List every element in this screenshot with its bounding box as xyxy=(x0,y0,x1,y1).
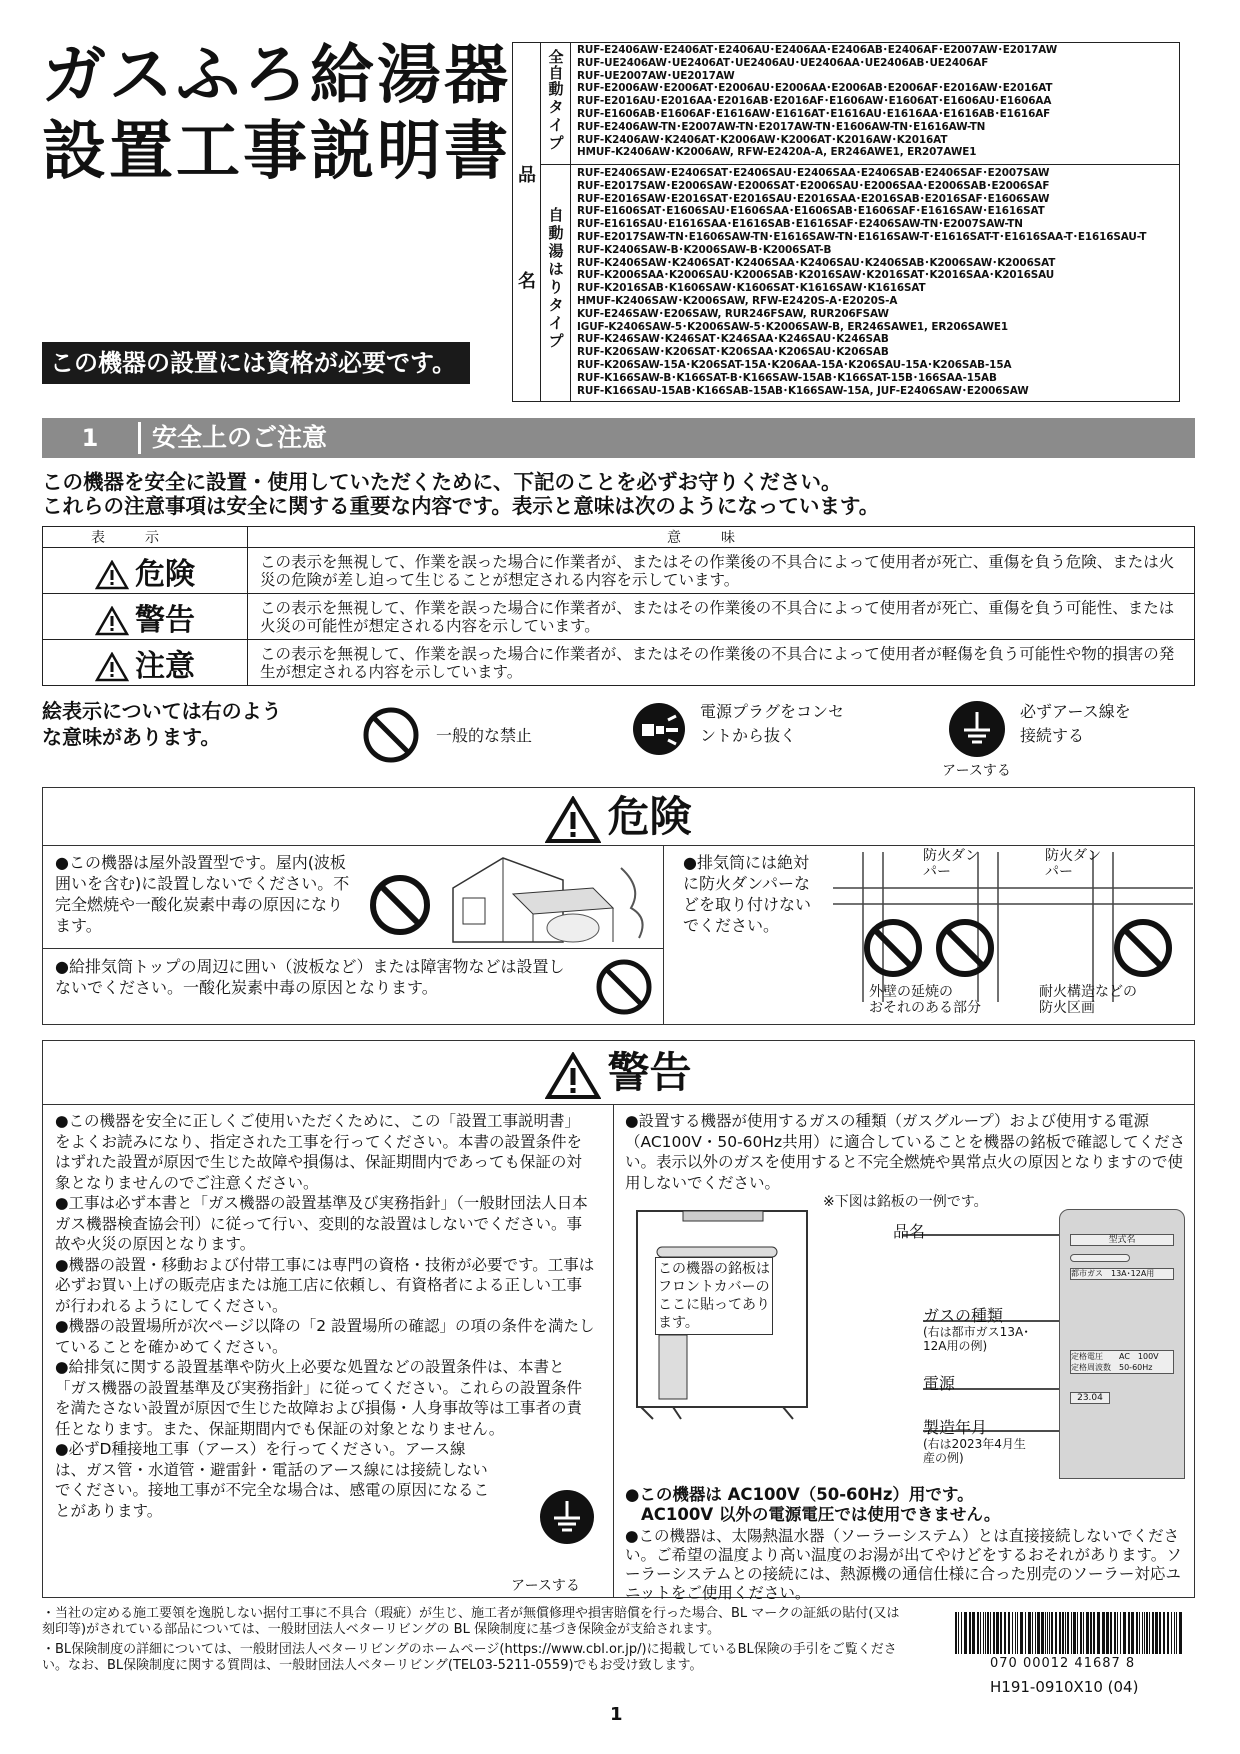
danger-heading xyxy=(43,788,1194,846)
type1-model-list xyxy=(577,44,1177,159)
solar-item xyxy=(625,1527,1185,1603)
earth-caption: アースする xyxy=(511,1578,580,1594)
section-title: 安全上のご注意 xyxy=(152,423,328,452)
type2-model-list xyxy=(577,167,1177,397)
earth-icon xyxy=(539,1489,595,1545)
bullet: ● xyxy=(625,1527,639,1545)
model-line: RUF-K2016SAB･K1606SAW･K1606SAT･K1616SAW･K1616SAT xyxy=(577,282,926,295)
model-line: HMUF-K2406SAW･K2006SAW, RFW-E2420S-A･E2020S-A xyxy=(577,294,898,307)
power-bold-line1: この機器は AC100V（50-60Hz）用です。 xyxy=(639,1485,974,1504)
barcode-bar xyxy=(1144,1612,1145,1654)
earth-icon xyxy=(948,700,1006,758)
warning-item xyxy=(55,1111,595,1193)
caution-label xyxy=(43,640,248,686)
barcode-bar xyxy=(1159,1612,1161,1654)
bullet: ● xyxy=(683,853,697,872)
barcode-bar xyxy=(1110,1612,1112,1654)
danger-label xyxy=(43,548,248,594)
warning-label-text: 警告 xyxy=(135,602,195,638)
caption-right-line1: 耐火構造などの xyxy=(1039,984,1137,1000)
barcode-bar xyxy=(983,1612,984,1654)
col-meaning: 意味 xyxy=(248,527,1195,548)
barcode-bar xyxy=(1155,1612,1158,1654)
warning-item xyxy=(55,1255,595,1317)
danger-item-1 xyxy=(55,852,355,936)
caption-right-line2: 防火区画 xyxy=(1039,1000,1095,1016)
plate-power xyxy=(1070,1350,1174,1374)
barcode-bar xyxy=(1062,1612,1064,1654)
warning-item-text: 機器の設置・移動および付帯工事には専門の資格・技術が必要です。工事は必ずお買い上げの販売店または施工店に依頼し、有資格者による正しい工事が行われるようにしてください。 xyxy=(55,1255,595,1315)
warning-label xyxy=(43,594,248,640)
barcode-bar xyxy=(1025,1612,1026,1654)
warning-item xyxy=(55,1357,595,1439)
barcode-bar xyxy=(1123,1612,1126,1654)
footer-note-2: ・BL保険制度の詳細については、一般財団法人ベターリビングのホームページ(https://www.cbl.or.jp/)に掲載しているBL保険の手引をご覧ください。なお、BL保険制度に関する質問は、一般財団法人ベターリビング(TEL03-5211-0559)でもお受け致します。 xyxy=(42,1642,897,1673)
danger-heading-text: 危険 xyxy=(607,792,692,841)
model-line: RUF-E2006AW･E2006AT･E2006AU･E2006AA･E2006AB･E2006AF･E2016AW･E2016AT xyxy=(577,82,1053,95)
barcode-bar xyxy=(958,1612,959,1654)
warning-item xyxy=(55,1193,595,1255)
model-line: RUF-K246SAW･K246SAT･K246SAA･K246SAU･K246SAB xyxy=(577,333,889,346)
power-bold-line2: AC100V 以外の電源電圧では使用できません。 xyxy=(641,1505,1001,1524)
barcode-number: 070 00012 41687 8 xyxy=(990,1656,1136,1671)
barcode-bar xyxy=(1015,1612,1016,1654)
plate-power-line2: 定格周波数 50-60Hz xyxy=(1071,1363,1153,1372)
bullet: ● xyxy=(55,957,69,976)
bullet: ● xyxy=(625,1112,639,1130)
label-date-note: (右は2023年4月生産の例) xyxy=(923,1437,1026,1465)
model-line: HMUF-K2406AW･K2006AW, RFW-E2420A-A, ER246AWE1, ER207AWE1 xyxy=(577,146,977,159)
model-line: RUF-K2406SAW-B･K2006SAW-B･K2006SAT-B xyxy=(577,243,832,256)
model-line: RUF-E2406SAW･E2406SAT･E2406SAU･E2406SAA･E2406SAB･E2406SAF･E2007SAW xyxy=(577,167,1050,179)
barcode-bar xyxy=(1146,1612,1148,1654)
barcode-bar xyxy=(1077,1612,1078,1654)
model-line: IGUF-K2406SAW-5･K2006SAW-5･K2006SAW-B, ER246SAWE1, ER206SAWE1 xyxy=(577,320,1008,333)
barcode-bar xyxy=(1012,1612,1013,1654)
barcode-bar xyxy=(1037,1612,1040,1654)
barcode-bar xyxy=(1174,1612,1175,1654)
barcode-bar xyxy=(1142,1612,1143,1654)
qualification-notice: この機器の設置には資格が必要です。 xyxy=(42,342,470,384)
barcode-bar xyxy=(1073,1612,1076,1654)
barcode-bar xyxy=(1035,1612,1036,1654)
barcode-bar xyxy=(1131,1612,1134,1654)
caution-desc: この表示を無視して、作業を誤った場合に作業者が、またはその作業後の不具合によって使用者が軽傷を負う可能性や物的損害の発生が想定される内容を示しています。 xyxy=(248,640,1195,686)
product-name-box xyxy=(512,42,1180,402)
label-date: 製造年月 xyxy=(923,1418,988,1437)
label-gas: ガスの種類 xyxy=(923,1306,1004,1325)
bullet: ● xyxy=(55,1255,69,1274)
section-divider xyxy=(138,422,141,454)
model-line: RUF-K166SAW-B･K166SAT-B･K166SAW-15AB･K166SAT-15B･166SAA-15AB xyxy=(577,371,997,384)
danger-box xyxy=(42,787,1195,1025)
barcode-bar xyxy=(1149,1612,1150,1654)
barcode-bar xyxy=(1152,1612,1154,1654)
warning-triangle-icon xyxy=(95,560,129,590)
barcode-bar xyxy=(1051,1612,1053,1654)
danger-item-2-text: 排気筒には絶対に防火ダンパーなどを取り付けないでください。 xyxy=(683,853,812,935)
damper-label-left: 防火ダンパー xyxy=(923,848,980,880)
warning-item xyxy=(55,1439,495,1521)
intro-line1: この機器を安全に設置・使用していただくために、下記のことを必ずお守りください。 xyxy=(42,470,842,494)
barcode-bar xyxy=(1106,1612,1109,1654)
nameplate-note: ※下図は銘板の一例です。 xyxy=(823,1194,988,1210)
danger-label-text: 危険 xyxy=(135,556,195,592)
nameplate xyxy=(1059,1209,1185,1479)
bullet: ● xyxy=(55,1194,69,1212)
barcode-bar xyxy=(1000,1612,1002,1654)
barcode-bar xyxy=(1080,1612,1082,1654)
model-line: RUF-K2006SAA･K2006SAU･K2006SAB･K2016SAW･K2016SAT･K2016SAA･K2016SAU xyxy=(577,269,1055,282)
plate-date: 23.04 xyxy=(1070,1392,1110,1404)
barcode-bar xyxy=(993,1612,995,1654)
barcode-bar xyxy=(1128,1612,1130,1654)
barcode-bar xyxy=(955,1612,957,1654)
title-line2: 設置工事説明書 xyxy=(42,115,511,189)
legend-prohibit: 一般的な禁止 xyxy=(436,726,533,745)
legend-earth-caption: アースする xyxy=(942,763,1011,779)
model-line: RUF-E1606SAT･E1606SAU･E1606SAA･E1606SAB･E1606SAF･E1616SAW･E1616SAT xyxy=(577,205,1045,218)
model-line: RUF-K206SAW-15A･K206SAT-15A･K206AA-15A･K206SAU-15A･K206SAB-15A xyxy=(577,358,1012,371)
section-number: 1 xyxy=(81,424,99,452)
barcode-bar xyxy=(977,1612,979,1654)
solar-item-text: この機器は、太陽熱温水器（ソーラーシステム）とは直接接続しないでください。ご希望の温度より高い温度のお湯が出てやけどをするおそれがあります。ソーラーシステムとの接続には、熱源機の通信仕様に合った別売のソーラー対応ユニットをご使用ください。 xyxy=(625,1527,1182,1602)
barcode-bar xyxy=(1136,1612,1138,1654)
barcode-bar xyxy=(990,1612,991,1654)
page-number: 1 xyxy=(610,1704,623,1725)
barcode-bar xyxy=(1049,1612,1050,1654)
legend-unplug-line1: 電源プラグをコンセ xyxy=(700,702,845,721)
fire-damper-illustration xyxy=(833,852,1193,1002)
barcode-bar xyxy=(1017,1612,1018,1654)
danger-item-1-text: この機器は屋外設置型です。屋内(波板囲いを含む)に設置しないでください。不完全燃焼や一酸化炭素中毒の原因になります。 xyxy=(55,853,350,935)
product-header-char: 名 xyxy=(518,271,536,292)
barcode-bar xyxy=(1028,1612,1031,1654)
barcode-bar xyxy=(1041,1612,1044,1654)
model-line: RUF-UE2406AW･UE2406AT･UE2406AU･UE2406AA･UE2406AB･UE2406AF xyxy=(577,56,989,69)
bullet: ● xyxy=(55,1112,69,1130)
barcode-bar xyxy=(980,1612,981,1654)
warning-item-text: この機器を安全に正しくご使用いただくために、この「設置工事説明書」をよくお読みになり、指定された工事を行ってください。本書の設置条件をはずれた設置が原因で生じた故障や損傷は、保証期間内であっても保証の対象となりませんのでご注意ください。 xyxy=(55,1112,583,1192)
model-line: RUF-UE2007AW･UE2017AW xyxy=(577,69,735,82)
barcode-bar xyxy=(1067,1612,1069,1654)
barcode-bar xyxy=(1020,1612,1023,1654)
bullet: ● xyxy=(55,1317,69,1335)
model-line: RUF-E2016AU･E2016AA･E2016AB･E2016AF･E1606AW･E1606AT･E1606AU･E1606AA xyxy=(577,95,1052,108)
product-header-char: 品 xyxy=(518,165,536,186)
barcode-bar xyxy=(1083,1612,1084,1654)
legend-earth-line1: 必ずアース線を xyxy=(1020,702,1131,721)
caption-left-line1: 外壁の延焼の xyxy=(869,984,953,1000)
house-illustration xyxy=(443,848,657,946)
doc-code: H191-0910X10 (04) xyxy=(990,1678,1139,1696)
label-product: 品名 xyxy=(893,1222,926,1241)
danger-col-divider xyxy=(663,846,664,1024)
caption-left-line2: おそれのある部分 xyxy=(869,1000,981,1016)
bullet: ● xyxy=(55,853,69,872)
model-line: RUF-E2017SAW-TN･E1606SAW-TN･E1616SAW-TN･E1616SAW-T･E1616SAT-T･E1616SAA-T･E1616SAU-T xyxy=(577,230,1147,243)
barcode-bar xyxy=(961,1612,962,1654)
warning-heading xyxy=(43,1041,1194,1105)
plate-title: 型式名 xyxy=(1070,1234,1174,1246)
danger-desc: この表示を無視して、作業を誤った場合に作業者が、またはその作業後の不具合によって使用者が死亡、重傷を負う危険、または火災の危険が差し迫って生じることが想定される内容を示しています。 xyxy=(248,548,1195,594)
barcode-bar xyxy=(1179,1612,1182,1654)
warning-item-text: 必ずD種接地工事（アース）を行ってください。アース線は、ガス管・水道管・避雷針・電話のアース線には接続しないでください。接地工事が不完全な場合は、感電の原因になることがあります。 xyxy=(55,1440,490,1520)
barcode-bar xyxy=(1008,1612,1010,1654)
plate-blank xyxy=(1070,1254,1130,1262)
legend-intro-line2: な意味があります。 xyxy=(42,725,221,749)
warning-heading-text: 警告 xyxy=(607,1048,692,1097)
caution-label-text: 注意 xyxy=(135,648,195,684)
label-gas-note: (右は都市ガス13A･12A用の例) xyxy=(923,1325,1030,1353)
symbol-meaning-table xyxy=(42,526,1195,686)
danger-item-2 xyxy=(683,852,823,936)
barcode-bar xyxy=(1004,1612,1006,1654)
model-line: RUF-E1616SAU･E1616SAA･E1616SAB･E1616SAF･E2406SAW-TN･E2007SAW-TN xyxy=(577,218,1023,231)
warning-item xyxy=(55,1316,595,1357)
barcode-bar xyxy=(1163,1612,1165,1654)
barcode-bar xyxy=(996,1612,999,1654)
barcode-bar xyxy=(1167,1612,1169,1654)
section-header xyxy=(42,418,1195,458)
barcode-bar xyxy=(1093,1612,1095,1654)
legend-intro-line1: 絵表示については右のよう xyxy=(42,699,282,723)
warning-triangle-icon xyxy=(95,652,129,682)
barcode-bar xyxy=(964,1612,967,1654)
warning-right-item1 xyxy=(625,1111,1187,1193)
barcode xyxy=(953,1612,1185,1654)
type-separator xyxy=(541,164,1179,165)
leader-lines xyxy=(903,1231,1063,1451)
barcode-bar xyxy=(1032,1612,1033,1654)
barcode-bar xyxy=(1090,1612,1092,1654)
barcode-bar xyxy=(1065,1612,1066,1654)
warning-triangle-icon xyxy=(545,1052,601,1100)
danger-row-divider xyxy=(43,948,663,949)
bullet: ● xyxy=(625,1485,640,1504)
col-display: 表示 xyxy=(43,527,248,548)
bullet: ● xyxy=(55,1358,69,1376)
plate-power-line1: 定格電圧 AC 100V xyxy=(1071,1352,1159,1361)
warning-right-item1-text: 設置する機器が使用するガスの種類（ガスグループ）および使用する電源（AC100V・50-60Hz共用）に適合していることを機器の銘板で確認してください。表示以外のガスを使用すると不完全燃焼や異常点火の原因となりますので使用しないでください。 xyxy=(625,1112,1186,1192)
type2-label-col: 自 動 湯 は り タ イ プ xyxy=(541,165,571,401)
barcode-bar xyxy=(1120,1612,1121,1654)
barcode-bar xyxy=(1117,1612,1118,1654)
warning-triangle-icon xyxy=(545,796,601,844)
barcode-bar xyxy=(1097,1612,1100,1654)
warning-col-divider xyxy=(613,1105,614,1597)
barcode-bar xyxy=(1055,1612,1057,1654)
model-line: RUF-E1606AB･E1606AF･E1616AW･E1616AT･E1616AU･E1616AA･E1616AB･E1616AF xyxy=(577,107,1051,120)
model-line: RUF-K166SAU-15AB･K166SAB-15AB･K166SAW-15A, JUF-E2406SAW･E2006SAW xyxy=(577,384,1029,397)
type1-label-col: 全 自 動 タ イ プ xyxy=(541,43,571,165)
barcode-bar xyxy=(1047,1612,1048,1654)
warning-box xyxy=(42,1040,1195,1602)
warning-desc: この表示を無視して、作業を誤った場合に作業者が、またはその作業後の不具合によって使用者が死亡、重傷を負う可能性、または火災の可能性が想定される内容を示しています。 xyxy=(248,594,1195,640)
barcode-bar xyxy=(969,1612,971,1654)
legend-unplug-line2: ントから抜く xyxy=(700,726,797,745)
barcode-bar xyxy=(972,1612,975,1654)
model-line: RUF-E2016SAW･E2016SAT･E2016SAU･E2016SAA･E2016SAB･E2016SAF･E1606SAW xyxy=(577,192,1050,205)
barcode-bar xyxy=(987,1612,989,1654)
barcode-bar xyxy=(1114,1612,1116,1654)
warning-item-text: 給排気に関する設置基準や防火上必要な処置などの設置条件は、本書と「ガス機器の設置基準及び実務指針」に従ってください。これらの設置条件を満たさない設置が原因で生じた故障および損傷・人身事故等は工事者の責任となります。また、保証期間内でも保証の対象となりません。 xyxy=(55,1358,583,1438)
model-line: RUF-K2406AW･K2406AT･K2006AW･K2006AT･K2016AW･K2016AT xyxy=(577,133,948,146)
model-line: RUF-E2017SAW･E2006SAW･E2006SAT･E2006SAU･E2006SAA･E2006SAB･E2006SAF xyxy=(577,179,1050,192)
barcode-bar xyxy=(1086,1612,1089,1654)
barcode-bar xyxy=(1059,1612,1061,1654)
nameplate-location: この機器の銘板はフロントカバーのここに貼ってあります。 xyxy=(655,1257,773,1335)
prohibit-icon xyxy=(362,706,420,764)
model-line: RUF-K206SAW･K206SAT･K206SAA･K206SAU･K206SAB xyxy=(577,346,889,359)
warning-triangle-icon xyxy=(95,606,129,636)
barcode-bar xyxy=(985,1612,986,1654)
model-line: RUF-K2406SAW･K2406SAT･K2406SAA･K2406SAU･K2406SAB･K2006SAW･K2006SAT xyxy=(577,256,1056,269)
intro-line2: これらの注意事項は安全に関する重要な内容です。表示と意味は次のようになっています。 xyxy=(42,494,880,518)
model-line: KUF-E246SAW･E206SAW, RUR246FSAW, RUR206FSAW xyxy=(577,307,889,320)
barcode-bar xyxy=(1071,1612,1072,1654)
warning-item-text: 機器の設置場所が次ページ以降の「2 設置場所の確認」の項の条件を満たしていることを確かめてください。 xyxy=(55,1317,595,1356)
barcode-bar xyxy=(1045,1612,1046,1654)
model-line: RUF-E2406AW-TN･E2007AW-TN･E2017AW-TN･E1606AW-TN･E1616AW-TN xyxy=(577,120,986,133)
warning-item-text: 工事は必ず本書と「ガス機器の設置基準及び実務指針」（一般財団法人日本ガス機器検査協会刊）に従って行い、変則的な設置はしないでください。事故や火災の原因となります。 xyxy=(55,1194,588,1253)
prohibit-icon xyxy=(369,874,431,936)
barcode-bar xyxy=(1139,1612,1140,1654)
legend-earth-line2: 接続する xyxy=(1020,726,1085,745)
product-name-header xyxy=(513,43,541,401)
unplug-icon xyxy=(632,702,686,756)
plate-gas: 都市ガス 13A･12A用 xyxy=(1070,1268,1174,1280)
title-line1: ガスふろ給湯器 xyxy=(42,39,511,113)
bullet: ● xyxy=(55,1440,69,1458)
damper-label-right: 防火ダンパー xyxy=(1045,848,1102,880)
power-bold-note xyxy=(625,1485,1000,1525)
barcode-bar xyxy=(1102,1612,1105,1654)
danger-item-3-text: 給排気筒トップの周辺に囲い（波板など）または障害物などは設置しないでください。一酸化炭素中毒の原因となります。 xyxy=(55,957,565,997)
barcode-bar xyxy=(1171,1612,1172,1654)
barcode-bar xyxy=(1176,1612,1177,1654)
warning-left-list xyxy=(55,1111,595,1521)
model-line: RUF-E2406AW･E2406AT･E2406AU･E2406AA･E2406AB･E2406AF･E2007AW･E2017AW xyxy=(577,44,1058,56)
label-power: 電源 xyxy=(923,1374,956,1393)
footer-note-1: ・当社の定める施工要領を逸脱しない据付工事に不具合（瑕疵）が生じ、施工者が無償修理や損害賠償を行った場合、BL マークの証紙の貼付(又は刻印等)がされている部品については、一般財団法人ベターリビングの BL 保険制度に基づき保険金が支給されます。 xyxy=(42,1606,900,1637)
danger-item-3 xyxy=(55,956,575,998)
prohibit-icon xyxy=(595,958,653,1016)
